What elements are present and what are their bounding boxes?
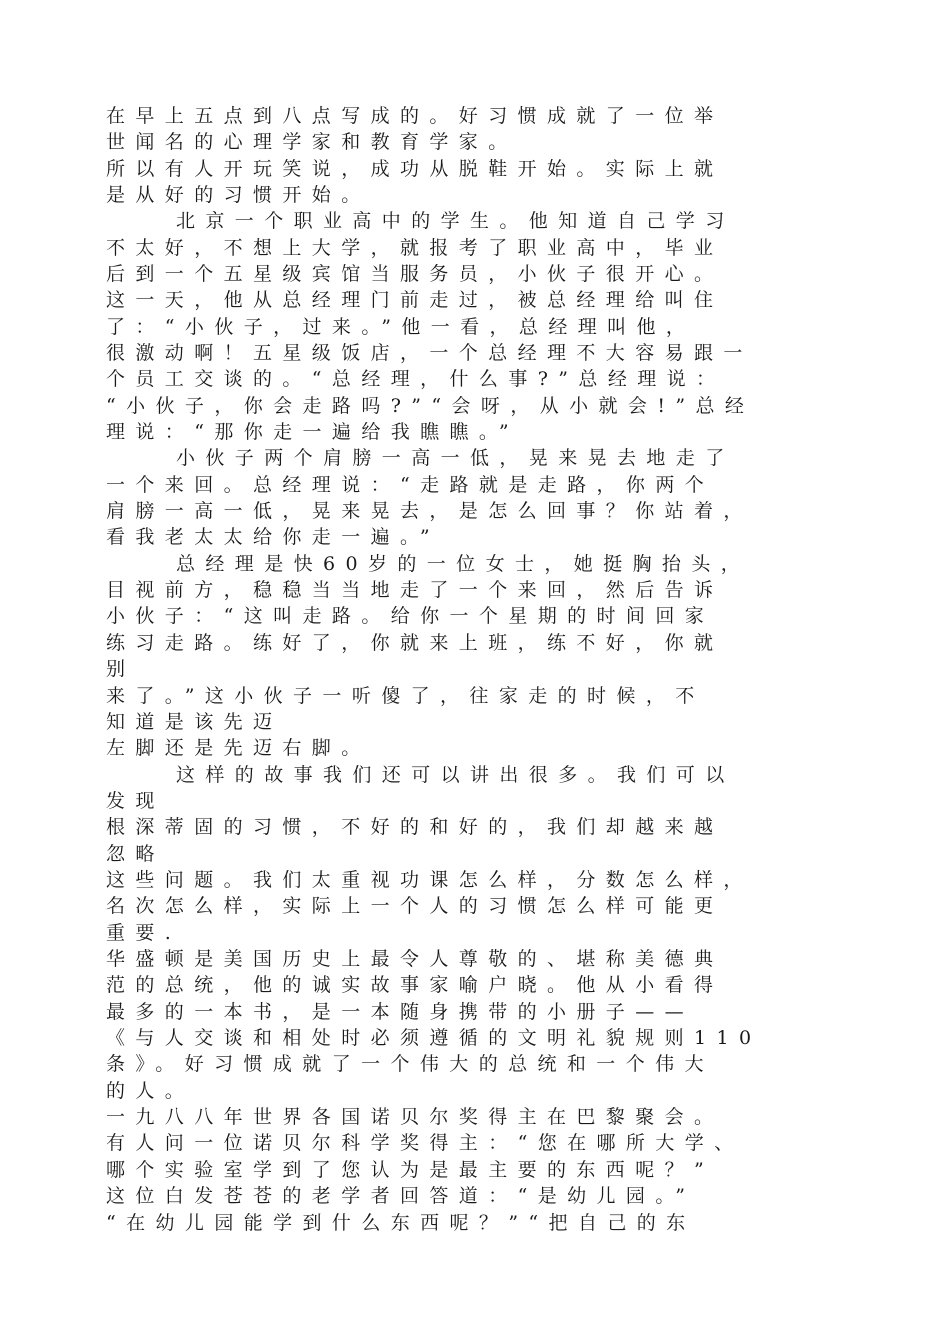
text-line: 条》。好习惯成就了一个伟大的总统和一个伟大 xyxy=(106,1053,714,1075)
text-line: 小伙子两个肩膀一高一低，晃来晃去地走了 xyxy=(176,447,735,469)
text-line: 有人问一位诺贝尔科学奖得主：“您在哪所大学、 xyxy=(106,1132,744,1154)
text-line: 一九八八年世界各国诺贝尔奖得主在巴黎聚会。 xyxy=(106,1106,724,1128)
text-line: 哪个实验室学到了您认为是最主要的东西呢？” xyxy=(106,1159,715,1181)
text-line: 重要. xyxy=(106,922,182,944)
text-line: 忽略 xyxy=(106,843,165,865)
text-line: 最多的一本书，是一本随身携带的小册子—— xyxy=(106,1001,695,1023)
text-line: 练习走路。练好了，你就来上班，练不好，你就 xyxy=(106,632,724,654)
text-line: 根深蒂固的习惯，不好的和好的，我们却越来越 xyxy=(106,816,724,838)
text-line: 肩膀一高一低，晃来晃去，是怎么回事？你站着， xyxy=(106,500,753,522)
text-line: 发现 xyxy=(106,790,165,812)
text-line: 目视前方，稳稳当当地走了一个来回，然后告诉 xyxy=(106,579,724,601)
text-line: 理说：“那你走一遍给我瞧瞧。” xyxy=(106,421,519,443)
text-line: “小伙子，你会走路吗?”“会呀，从小就会!”总经 xyxy=(106,395,755,417)
text-line: 名次怎么样，实际上一个人的习惯怎么样可能更 xyxy=(106,895,724,917)
text-line: 世闻名的心理学家和教育学家。 xyxy=(106,131,518,153)
text-line: 一个来回。总经理说：“走路就是走路，你两个 xyxy=(106,474,715,496)
text-line: 北京一个职业高中的学生。他知道自己学习 xyxy=(176,210,735,232)
text-line: 知道是该先迈 xyxy=(106,711,283,733)
text-line: 后到一个五星级宾馆当服务员，小伙子很开心。 xyxy=(106,263,724,285)
text-line: 看我老太太给你走一遍。” xyxy=(106,526,441,548)
text-line: 很激动啊！五星级饭店，一个总经理不大容易跟一 xyxy=(106,342,753,364)
text-line: 这些问题。我们太重视功课怎么样，分数怎么样， xyxy=(106,869,753,891)
text-line: 来了。”这小伙子一听傻了，往家走的时候，不 xyxy=(106,685,705,707)
text-line: 了：“小伙子，过来。”他一看，总经理叫他， xyxy=(106,316,696,338)
text-line: 在早上五点到八点写成的。好习惯成就了一位举 xyxy=(106,105,724,127)
text-line: 范的总统，他的诚实故事家喻户晓。他从小看得 xyxy=(106,974,724,996)
text-line: 个员工交谈的。“总经理，什么事?”总经理说： xyxy=(106,368,726,390)
text-line: 所以有人开玩笑说，成功从脱鞋开始。实际上就 xyxy=(106,158,724,180)
text-line: 《与人交谈和相处时必须遵循的文明礼貌规则110 xyxy=(106,1027,762,1049)
text-line: 的人。 xyxy=(106,1080,195,1102)
text-line: 是从好的习惯开始。 xyxy=(106,184,371,206)
text-line: “在幼儿园能学到什么东西呢？”“把自己的东 xyxy=(106,1212,696,1234)
text-line: 这样的故事我们还可以讲出很多。我们可以 xyxy=(176,764,735,786)
text-line: 别 xyxy=(106,658,136,680)
text-line: 左脚还是先迈右脚。 xyxy=(106,737,371,759)
text-line: 这一天，他从总经理门前走过，被总经理给叫住 xyxy=(106,289,724,311)
text-line: 小伙子：“这叫走路。给你一个星期的时间回家 xyxy=(106,605,715,627)
text-line: 总经理是快60岁的一位女士，她挺胸抬头， xyxy=(176,553,751,575)
text-line: 这位白发苍苍的老学者回答道：“是幼儿园。” xyxy=(106,1185,696,1207)
text-line: 不太好，不想上大学，就报考了职业高中，毕业 xyxy=(106,237,724,259)
text-line: 华盛顿是美国历史上最令人尊敬的、堪称美德典 xyxy=(106,948,724,970)
